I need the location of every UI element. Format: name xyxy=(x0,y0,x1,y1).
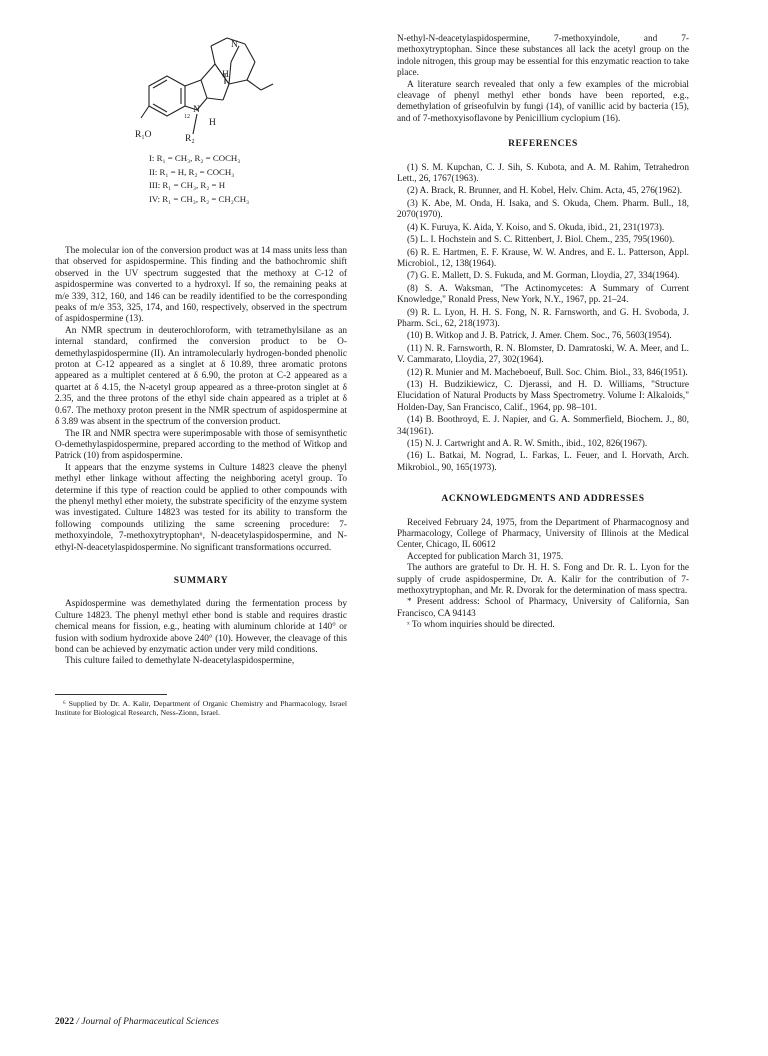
acknowledgments-heading: ACKNOWLEDGMENTS AND ADDRESSES xyxy=(441,494,645,505)
page-number: 2022 xyxy=(55,1017,74,1027)
body-paragraph: The molecular ion of the conversion product was at 14 mass units less than that observed for aspidospermine. This finding and the bathochromic shift observed in the UV spectrum suggested that the methoxy at C-12 of aspidospermine was converted to a hydroxyl. If so, the remaining peaks at m/e 339, 312, 160, and 146 can be readily identified to be the corresponding peaks of m/e 353, 325, 174, and 160, respectively, observed in the spectrum of aspidospermine (13). xyxy=(55,246,347,325)
summary-paragraph: Aspidospermine was demethylated during the fermentation process by Culture 14823. The phenyl methyl ether bond is stable and requires drastic chemical means for fission, e.g., heating with aluminum chloride at 140° or fusion with sodium hydroxide above 240° (10). However, the cleavage of this bond can be achieved by enzymatic action under very mild conditions. xyxy=(55,599,347,655)
ack-paragraph: * Present address: School of Pharmacy, University of California, San Francisco, CA 94143 xyxy=(397,597,689,619)
reference-item: (3) K. Abe, M. Onda, H. Isaka, and S. Okuda, Chem. Pharm. Bull., 18, 2070(1970). xyxy=(397,198,689,221)
acknowledgments-section xyxy=(397,518,689,632)
body-paragraph: An NMR spectrum in deuterochloroform, with tetramethylsilane as an internal standard, confirmed the conversion product to be O-demethylaspidospermine (II). An intramolecularly hydrogen-bonded phenolic proton at C-12 appeared as a singlet at δ 10.89, three aromatic protons appeared as a multiplet centered at δ 6.90, the proton at C-2 appeared as a quartet at δ 4.15, the N-acetyl group appeared as a three-proton singlet at δ 2.35, and the three protons of the ethyl side chain appeared as a triplet at δ 0.67. The methoxy proton present in the NMR spectrum of aspidospermine at δ 3.89 was absent in the spectrum of the conversion product. xyxy=(55,325,347,428)
indole-nitrogen-label: N xyxy=(193,105,200,115)
summary-paragraph: This culture failed to demethylate N-deacetylaspidospermine, xyxy=(65,656,295,667)
body-paragraph: The IR and NMR spectra were superimposable with those of semisynthetic O-demethylaspidospermine, prepared according to the method of Witkop and Patrick (10) from aspidospermine. xyxy=(55,428,347,462)
references-heading: REFERENCES xyxy=(508,139,578,150)
reference-item: (12) R. Munier and M. Macheboeuf, Bull. Soc. Chim. Biol., 33, 846(1951). xyxy=(407,367,688,378)
benzene-ring xyxy=(149,76,185,116)
footnote-divider xyxy=(55,694,167,695)
ack-paragraph: Accepted for publication March 31, 1975. xyxy=(407,551,564,562)
reference-item: (7) G. E. Mallett, D. S. Fukuda, and M. Gorman, Lloydia, 27, 334(1964). xyxy=(407,271,680,282)
reference-item: (5) L. I. Hochstein and S. C. Rittenbert, J. Biol. Chem., 235, 795(1960). xyxy=(407,235,675,246)
compound-legend xyxy=(149,152,249,206)
reference-item: (11) N. R. Farnsworth, R. N. Blomster, D. Damratoski, W. A. Meer, and L. V. Cammarato, Lloydia, 27, 302(1964). xyxy=(397,343,689,366)
ack-paragraph: ˣ To whom inquiries should be directed. xyxy=(407,620,555,631)
position-12-label: 12 xyxy=(184,114,190,120)
reference-item: (16) L. Batkai, M. Nograd, L. Farkas, L. Feuer, and I. Horvath, Arch. Mikrobiol., 90, 165(1973). xyxy=(397,451,689,473)
footnote: ⁶ Supplied by Dr. A. Kalir, Department of Organic Chemistry and Pharmacology, Israel Institute for Biological Research, Ness-Zionn, Israel. xyxy=(55,698,347,718)
reference-item: (8) S. A. Waksman, "The Actinomycetes: A Summary of Current Knowledge," Ronald Press, New York, N.Y., 1967, pp. 21–24. xyxy=(397,283,689,306)
legend-item-iv: IV: R₁ = CH₃, R₂ = CH₂CH₃ xyxy=(149,193,250,204)
left-column xyxy=(55,34,347,718)
legend-item-ii: II: R₁ = H, R₂ = COCH₃ xyxy=(149,166,235,177)
body-paragraph: A literature search revealed that only a few examples of the microbial cleavage of phenyl methyl ether bonds have been reported, e.g., demethylation of griseofulvin by fungi (14), of vanillic acid by bacteria (15), and of 7-methoxyisoflavone by Penicillium cyclopium (16). xyxy=(397,79,689,124)
body-paragraph: N-ethyl-N-deacetylaspidospermine, 7-methoxyindole, and 7-methoxytryptophan. Since these substances all lack the acetyl group on the indole nitrogen, this group may be essential for this enzymatic reaction to take place. xyxy=(397,34,689,79)
reference-item: (10) B. Witkop and J. B. Patrick, J. Amer. Chem. Soc., 76, 5603(1954). xyxy=(407,331,672,342)
legend-item-i: I: R₁ = CH₃, R₂ = COCH₃ xyxy=(149,153,241,163)
reference-item: (4) K. Furuya, K. Aida, Y. Koiso, and S. Okuda, ibid., 21, 231(1973). xyxy=(407,222,665,233)
amine-nitrogen-label: N xyxy=(231,40,238,50)
r1o-substituent-label: R₁O xyxy=(135,130,152,140)
reference-item: (9) R. L. Lyon, H. H. S. Fong, N. R. Farnsworth, and G. H. Svoboda, J. Pharm. Sci., 62, 218(1973). xyxy=(397,307,689,329)
body-paragraph: It appears that the enzyme systems in Culture 14823 cleave the phenyl methyl ether linkage without affecting the neighboring acetyl group. To determine if this type of reaction could be applied to other compounds with the phenyl methyl ether moiety, the substrate specificity of the enzyme system was investigated. Culture 14823 was tested for its ability to transform the following compounds utilizing the same screening procedure: 7-methoxyindole, 7-methoxytryptophan⁶, N-deacetylaspidospermine, and N-ethyl-N-deacetylaspidospermine. No significant transformations occurred. xyxy=(55,462,347,553)
r2-substituent-label: R₂ xyxy=(185,134,195,144)
c2-hydrogen-label: H xyxy=(209,118,216,128)
reference-item: (2) A. Brack, R. Brunner, and H. Kobel, Helv. Chim. Acta, 45, 276(1962). xyxy=(407,186,683,197)
references-list xyxy=(397,163,689,475)
reference-item: (6) R. E. Hartmen, E. F. Krause, W. W. Andres, and E. L. Patterson, Appl. Microbiol., 12, 138(1964). xyxy=(397,247,689,269)
reference-item: (14) B. Boothroyd, E. J. Napier, and G. A. Sommerfield, Biochem. J., 80, 34(1961). xyxy=(397,415,689,437)
page-footer xyxy=(55,1017,219,1027)
ack-paragraph: The authors are grateful to Dr. H. H. S. Fong and Dr. R. L. Lyon for the supply of crude aspidospermine, Dr. A. Kalir for the contribution of 7-methoxytryptophan, and Mr. R. Dvorak for the determination of mass spectra. xyxy=(397,563,689,597)
journal-name: / Journal of Pharmaceutical Sciences xyxy=(74,1017,219,1027)
ack-paragraph: Received February 24, 1975, from the Department of Pharmacognosy and Pharmacology, College of Pharmacy, University of Illinois at the Medical Center, Chicago, IL 60612 xyxy=(397,517,689,551)
reference-item: (15) N. J. Cartwright and A. R. W. Smith., ibid., 102, 826(1967). xyxy=(407,439,648,449)
reference-item: (1) S. M. Kupchan, C. J. Sih, S. Kubota, and A. M. Rahim, Tetrahedron Lett., 26, 1767(1963). xyxy=(397,162,689,185)
reference-item: (13) H. Budzikiewicz, C. Djerassi, and H. D. Williams, "Structure Elucidation of Natural Products by Mass Spectrometry. Volume I: Alkaloids," Holden-Day, San Francisco, Calif., 1964, pp. 98–101. xyxy=(397,379,689,413)
chemical-structure-figure xyxy=(55,34,347,220)
right-column xyxy=(397,34,689,632)
bridgehead-hydrogen-label: H xyxy=(222,70,229,80)
summary-heading: SUMMARY xyxy=(173,575,229,586)
legend-item-iii: III: R₁ = CH₃, R₂ = H xyxy=(149,180,226,190)
